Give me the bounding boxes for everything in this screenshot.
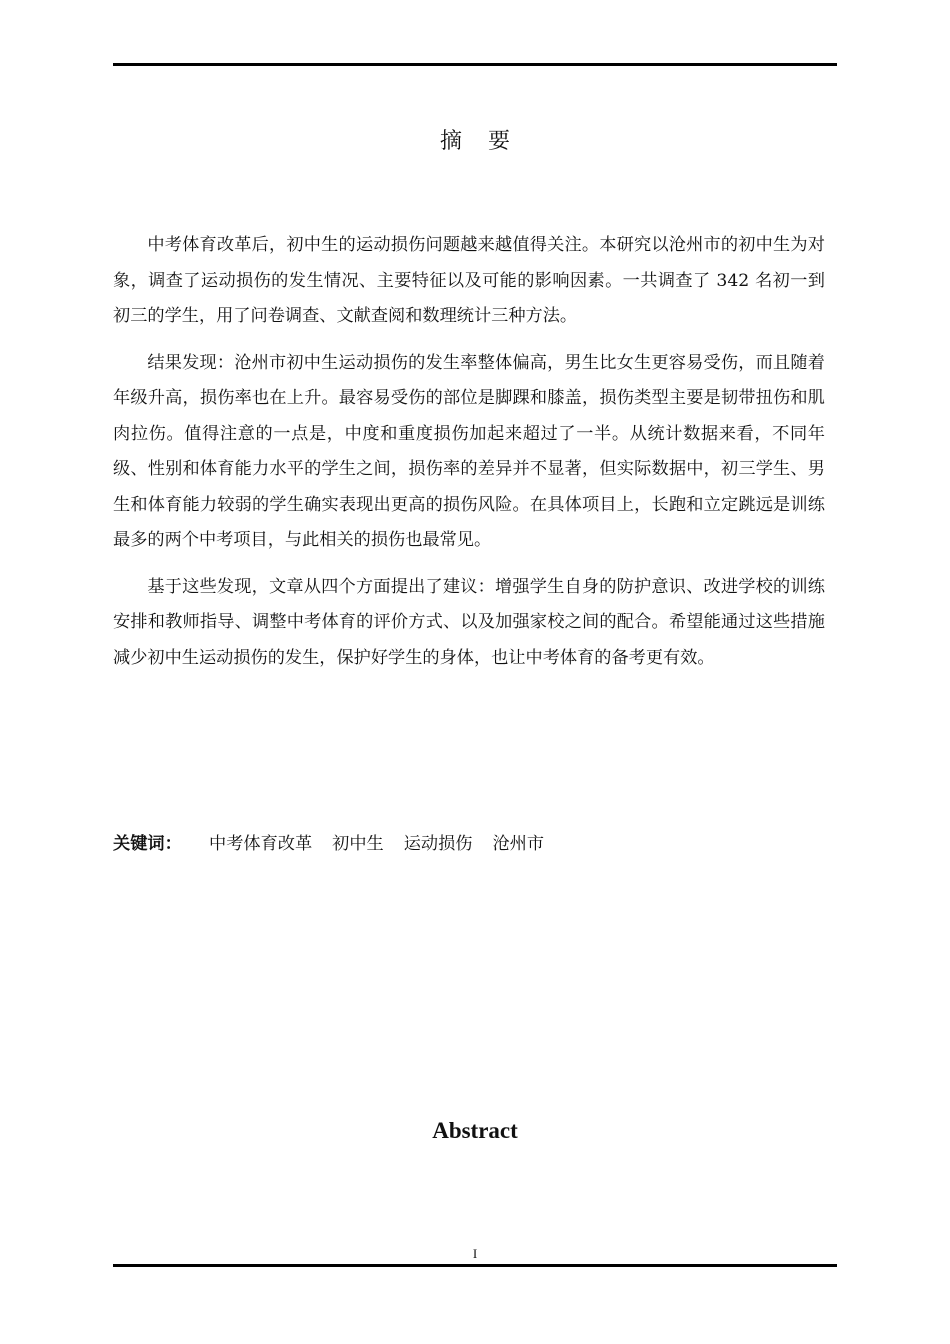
title-char-1: 摘 (439, 129, 462, 154)
keywords-line (113, 828, 825, 860)
abstract-title-en: Abstract (432, 1118, 518, 1143)
header-rule (113, 63, 837, 66)
title-char-2: 要 (488, 129, 511, 154)
abstract-paragraph-3: 基于这些发现，文章从四个方面提出了建议：增强学生自身的防护意识、改进学校的训练安排和教师指导、调整中考体育的评价方式、以及加强家校之间的配合。希望能通过这些措施减少初中生运动损伤的发生，保护好学生的身体，也让中考体育的备考更有效。 (113, 576, 825, 668)
keyword-1: 中考体育改革 (209, 834, 313, 854)
abstract-title-cn (0, 124, 950, 155)
keyword-2: 初中生 (332, 834, 384, 854)
keywords-label: 关键词： (113, 834, 182, 854)
keyword-4: 沧州市 (492, 834, 545, 854)
abstract-body-cn (113, 228, 825, 687)
footer-rule (113, 1264, 837, 1267)
abstract-paragraph-1: 中考体育改革后，初中生的运动损伤问题越来越值得关注。本研究以沧州市的初中生为对象，调查了运动损伤的发生情况、主要特征以及可能的影响因素。一共调查了 342 名初一到初三的学生，用了问卷调查、文献查阅和数理统计三种方法。 (113, 235, 825, 326)
keyword-3: 运动损伤 (403, 834, 473, 854)
page-number: I (472, 1246, 478, 1261)
abstract-paragraph-2: 结果发现：沧州市初中生运动损伤的发生率整体偏高，男生比女生更容易受伤，而且随着年级升高，损伤率也在上升。最容易受伤的部位是脚踝和膝盖，损伤类型主要是韧带扭伤和肌肉拉伤。值得注意的一点是，中度和重度损伤加起来超过了一半。从统计数据来看，不同年级、性别和体育能力水平的学生之间，损伤率的差异并不显著，但实际数据中，初三学生、男生和体育能力较弱的学生确实表现出更高的损伤风险。在具体项目上，长跑和立定跳远是训练最多的两个中考项目，与此相关的损伤也最常见。 (113, 352, 825, 550)
